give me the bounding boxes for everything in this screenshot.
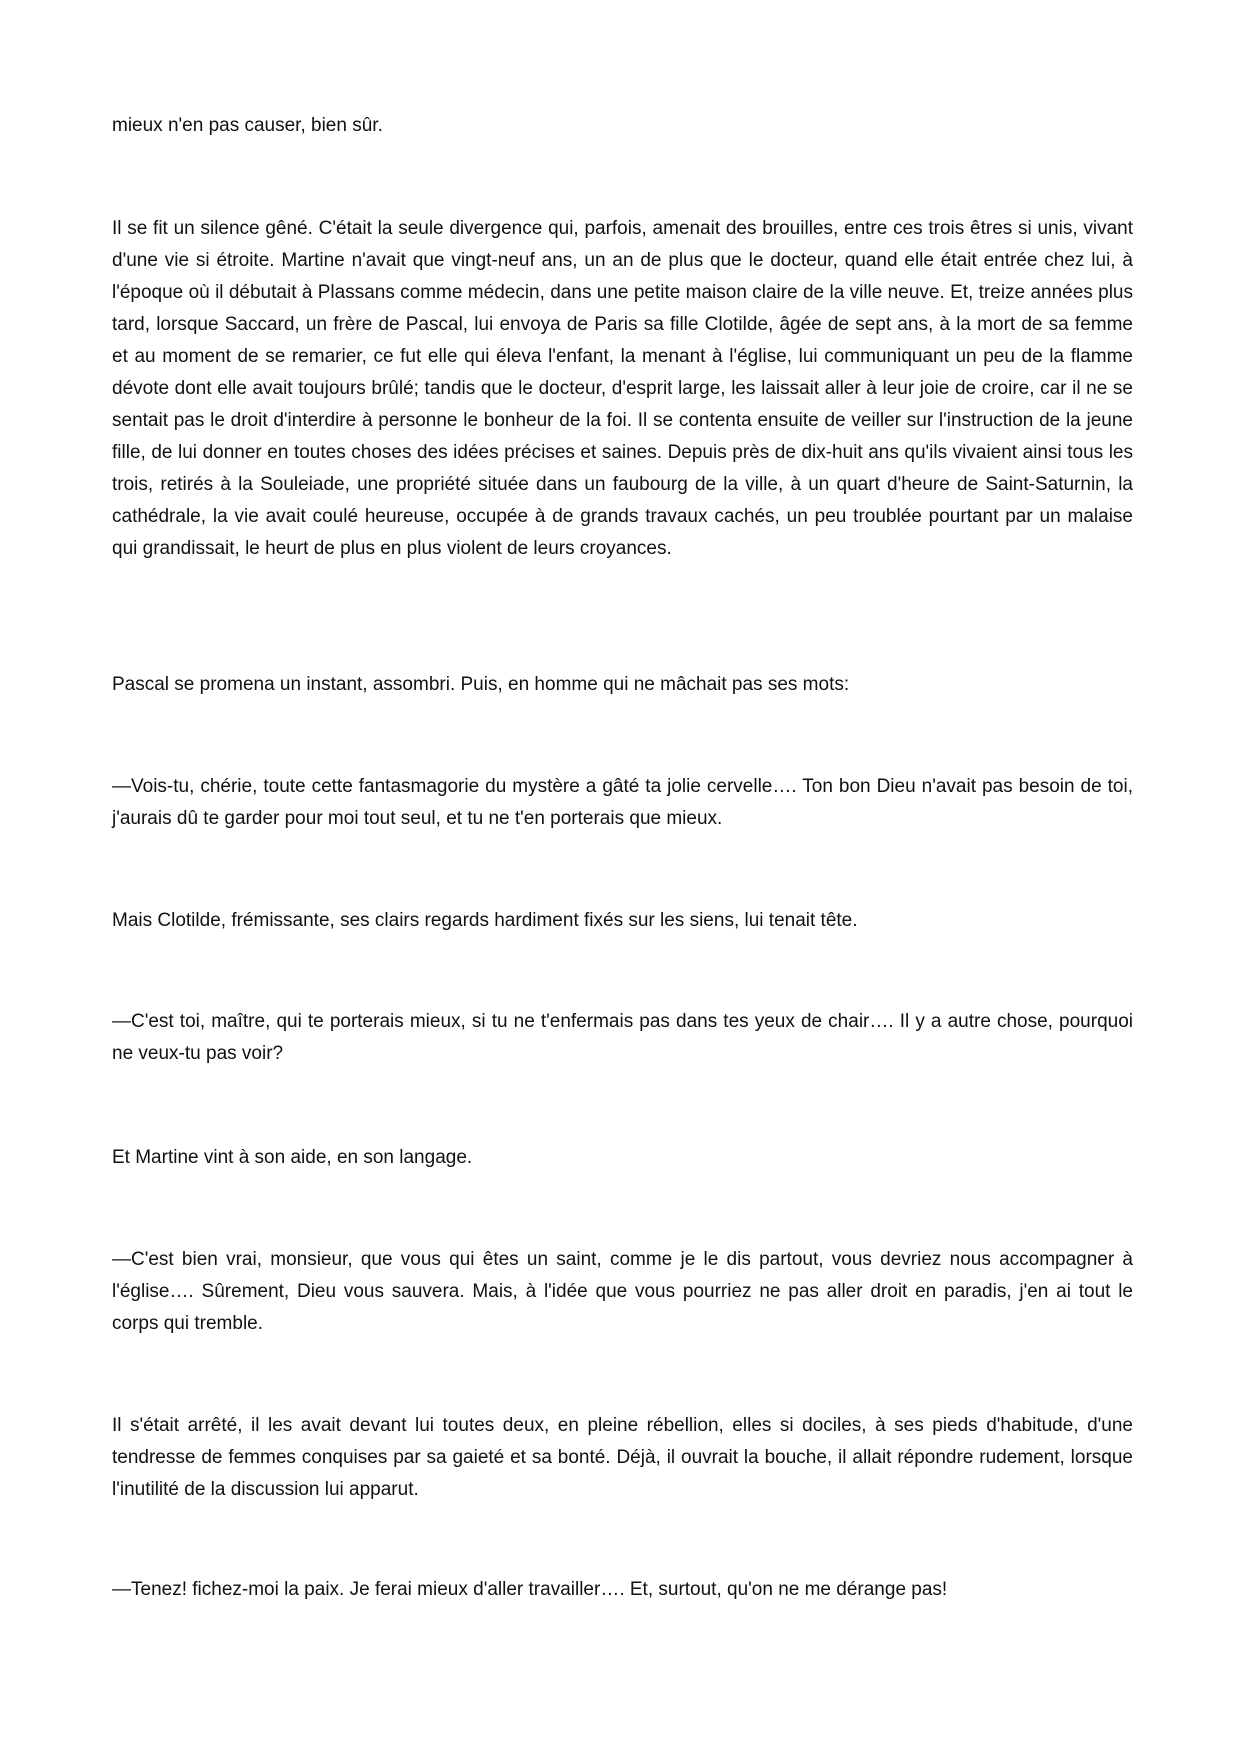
- paragraph-2: Il se fit un silence gêné. C'était la seule divergence qui, parfois, amenait des brouilles, entre ces trois êtres si unis, vivant d'une vie si étroite. Martine n'avait que vingt-neuf ans, un an de plus que le docteur, quand elle était entrée chez lui, à l'époque où il débutait à Plassans comme médecin, dans une petite maison claire de la ville neuve. Et, treize années plus tard, lorsque Saccard, un frère de Pascal, lui envoya de Paris sa fille Clotilde, âgée de sept ans, à la mort de sa femme et au moment de se remarier, ce fut elle qui éleva l'enfant, la menant à l'église, lui communiquant un peu de la flamme dévote dont elle avait toujours brûlé; tandis que le docteur, d'esprit large, les laissait aller à leur joie de croire, car il ne se sentait pas le droit d'interdire à personne le bonheur de la foi. Il se contenta ensuite de veiller sur l'instruction de la jeune fille, de lui donner en toutes choses des idées précises et saines. Depuis près de dix-huit ans qu'ils vivaient ainsi tous les trois, retirés à la Souleiade, une propriété située dans un faubourg de la ville, à un quart d'heure de Saint-Saturnin, la cathédrale, la vie avait coulé heureuse, occupée à de grands travaux cachés, un peu troublée pourtant par un malaise qui grandissait, le heurt de plus en plus violent de leurs croyances.: [112, 218, 1133, 559]
- paragraph-3: Pascal se promena un instant, assombri. Puis, en homme qui ne mâchait pas ses mots:: [112, 674, 850, 695]
- paragraph-9: Il s'était arrêté, il les avait devant lui toutes deux, en pleine rébellion, elles si dociles, à ses pieds d'habitude, d'une tendresse de femmes conquises par sa gaieté et sa bonté. Déjà, il ouvrait la bouche, il allait répondre rudement, lorsque l'inutilité de la discussion lui apparut.: [112, 1415, 1133, 1500]
- paragraph-10: —Tenez! fichez-moi la paix. Je ferai mieux d'aller travailler…. Et, surtout, qu'on ne me dérange pas!: [112, 1579, 948, 1600]
- paragraph-6: —C'est toi, maître, qui te porterais mieux, si tu ne t'enfermais pas dans tes yeux de chair…. Il y a autre chose, pourquoi ne veux-tu pas voir?: [112, 1011, 1133, 1064]
- paragraph-8: —C'est bien vrai, monsieur, que vous qui êtes un saint, comme je le dis partout, vous devriez nous accompagner à l'église…. Sûrement, Dieu vous sauvera. Mais, à l'idée que vous pourriez ne pas aller droit en paradis, j'en ai tout le corps qui tremble.: [112, 1249, 1133, 1334]
- paragraph-7: Et Martine vint à son aide, en son langage.: [112, 1147, 473, 1168]
- paragraph-1: mieux n'en pas causer, bien sûr.: [112, 115, 383, 136]
- paragraph-4: —Vois-tu, chérie, toute cette fantasmagorie du mystère a gâté ta jolie cervelle…. Ton bon Dieu n'avait pas besoin de toi, j'aurais dû te garder pour moi tout seul, et tu ne t'en porterais que mieux.: [112, 776, 1133, 829]
- paragraph-5: Mais Clotilde, frémissante, ses clairs regards hardiment fixés sur les siens, lui tenait tête.: [112, 910, 858, 931]
